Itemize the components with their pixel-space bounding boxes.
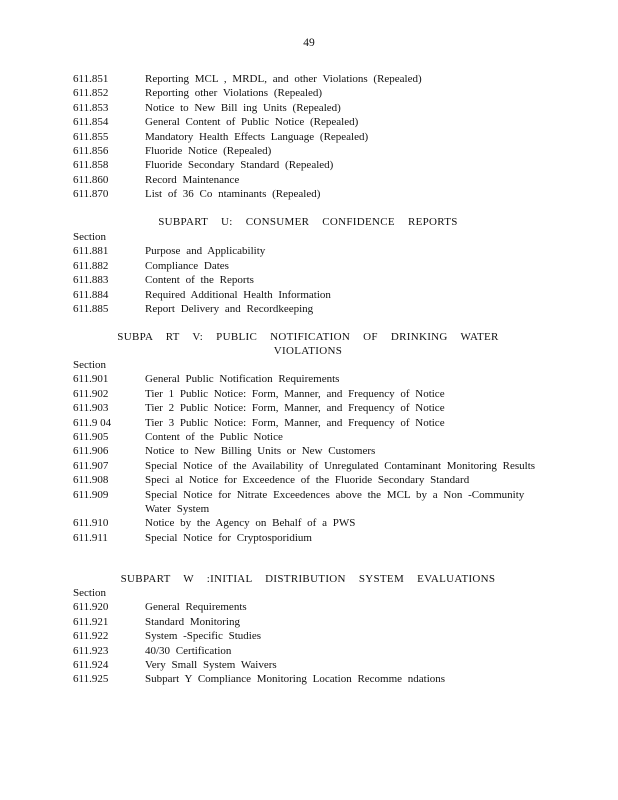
toc-entry [73,244,543,258]
section-title: General Content of Public Notice (Repealed) [145,116,359,129]
toc-entry [73,615,543,629]
section-title: Tier 3 Public Notice: Form, Manner, and Frequency of Notice [145,416,445,429]
subpart-w-heading: SUBPART W :INITIAL DISTRIBUTION SYSTEM EVALUATIONS [120,573,496,585]
section-number: 611.884 [73,288,109,301]
section-title: System -Specific Studies [145,630,261,643]
toc-entry [73,372,543,386]
section-title: Record Maintenance [145,173,240,186]
toc-block-subpart-w [73,586,543,687]
toc-entry [73,187,543,201]
toc-entry [73,259,543,273]
section-number: 611.901 [73,373,109,386]
section-title: Reporting other Violations (Repealed) [145,87,323,100]
toc-entry [73,72,543,86]
section-number: 611.908 [73,474,109,487]
section-label: Section [73,587,106,599]
section-title: Purpose and Applicability [145,245,266,258]
toc-entry [73,600,543,614]
section-title: Speci al Notice for Exceedence of the Fluoride Secondary Standard [145,474,470,487]
section-title: Fluoride Notice (Repealed) [145,145,272,158]
section-title: List of 36 Co ntaminants (Repealed) [145,188,321,201]
section-label: Section [73,231,106,243]
section-title: Subpart Y Compliance Monitoring Location Recomme ndations [145,673,446,686]
toc-entry [73,173,543,187]
toc-block-subpart-u [73,230,543,316]
subpart-v-heading [73,330,543,359]
subpart-v-heading-line1: SUBPA RT V: PUBLIC NOTIFICATION OF DRINKING WATER [117,331,499,343]
toc-entry [73,387,543,401]
section-title: Notice by the Agency on Behalf of a PWS [145,517,356,530]
section-title: Standard Monitoring [145,615,240,628]
subpart-u-heading: SUBPART U: CONSUMER CONFIDENCE REPORTS [158,216,458,228]
section-number: 611.920 [73,601,109,614]
section-title: General Requirements [145,601,247,614]
section-title: Notice to New Bill ing Units (Repealed) [145,101,341,114]
section-title: Tier 1 Public Notice: Form, Manner, and Frequency of Notice [145,387,445,400]
section-title: Special Notice for Cryptosporidium [145,531,312,544]
toc-entry [73,115,543,129]
toc-entry [73,658,543,672]
section-title: Notice to New Billing Units or New Customers [145,445,376,458]
section-number: 611.924 [73,659,109,672]
section-number: 611.905 [73,431,109,444]
section-number: 611.906 [73,445,109,458]
section-title: Tier 2 Public Notice: Form, Manner, and Frequency of Notice [145,402,445,415]
section-number: 611.921 [73,615,109,628]
toc-entry [73,144,543,158]
section-title: Fluoride Secondary Standard (Repealed) [145,159,334,172]
toc-block-subpart-v [73,358,543,545]
section-title: General Public Notification Requirements [145,373,340,386]
toc-entry [73,444,543,458]
toc-entry [73,672,543,686]
section-number: 611.856 [73,145,109,158]
toc-entry [73,401,543,415]
toc-entry [73,273,543,287]
section-number: 611.885 [73,303,109,316]
toc-entry [73,86,543,100]
section-label: Section [73,359,106,371]
section-title: Very Small System Waivers [145,659,277,672]
section-title: Compliance Dates [145,259,229,272]
section-number: 611.854 [73,116,109,129]
section-number: 611.883 [73,274,109,287]
section-number: 611.853 [73,101,109,114]
section-number: 611.851 [73,73,109,85]
subpart-v-heading-line2: VIOLATIONS [273,345,343,358]
toc-block-repealed [73,72,543,202]
section-title: Content of the Public Notice [145,431,283,444]
section-number: 611.925 [73,673,109,686]
section-number: 611.907 [73,459,109,472]
section-number: 611.923 [73,644,109,657]
section-title: Special Notice of the Availability of Unregulated Contaminant Monitoring Results [145,459,536,472]
toc-entry [73,302,543,316]
section-number: 611.922 [73,630,109,643]
toc-entry [73,644,543,658]
section-number: 611.9 04 [73,416,112,429]
section-number: 611.870 [73,188,109,201]
toc-entry [73,430,543,444]
section-title: Mandatory Health Effects Language (Repealed) [145,130,369,143]
toc-entry [73,288,543,302]
section-number: 611.903 [73,402,109,415]
toc-entry [73,416,543,430]
toc-entry [73,488,543,517]
toc-entry [73,101,543,115]
section-title: 40/30 Certification [145,644,232,657]
section-number: 611.858 [73,159,109,172]
section-number: 611.911 [73,531,108,544]
section-title: Reporting MCL , MRDL, and other Violations (Repealed) [145,73,422,85]
section-title: Report Delivery and Recordkeeping [145,303,314,316]
toc-entry [73,531,543,545]
section-title: Special Notice for Nitrate Exceedences above the MCL by a Non -Community Water System [145,488,525,516]
toc-entry [73,158,543,172]
section-number: 611.910 [73,517,109,530]
section-title: Content of the Reports [145,274,254,287]
section-number: 611.860 [73,173,109,186]
page-number: 49 [303,37,315,49]
section-title: Required Additional Health Information [145,288,331,301]
toc-entry [73,516,543,530]
toc-entry [73,629,543,643]
section-number: 611.902 [73,387,109,400]
section-number: 611.882 [73,259,109,272]
section-number: 611.855 [73,130,109,143]
toc-entry [73,473,543,487]
toc-entry [73,130,543,144]
section-number: 611.852 [73,87,109,100]
section-number: 611.881 [73,245,109,258]
section-number: 611.909 [73,488,109,501]
toc-entry [73,459,543,473]
